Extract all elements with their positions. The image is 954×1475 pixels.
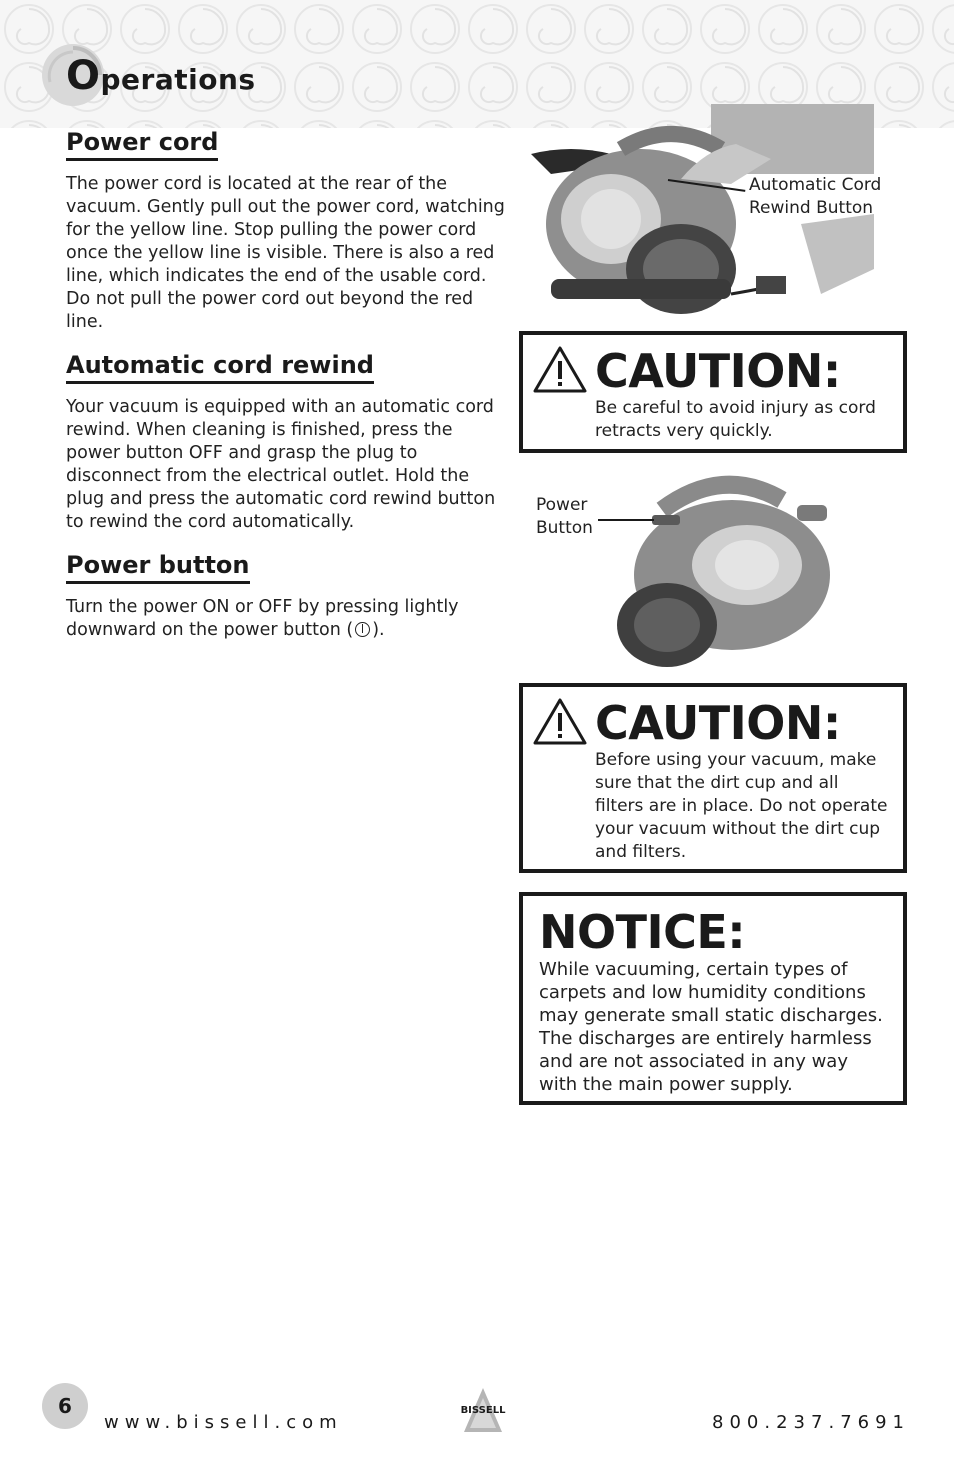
heading-power-cord: Power cord	[66, 128, 218, 161]
heading-power-button: Power button	[66, 551, 250, 584]
heading-automatic-cord-rewind: Automatic cord rewind	[66, 351, 374, 384]
warning-triangle-icon	[533, 345, 587, 393]
caution-title: CAUTION:	[595, 696, 841, 750]
vacuum-power-button-photo	[612, 475, 832, 670]
notice-box-static	[519, 892, 907, 1105]
warning-triangle-icon	[533, 697, 587, 745]
brand-name: BISSELL	[460, 1405, 506, 1416]
power-leader-line	[598, 519, 654, 521]
caution-box-cord-retract	[519, 331, 907, 453]
power-symbol-icon	[355, 622, 370, 637]
power-button-callout: Power Button	[536, 495, 593, 538]
page-number: 6	[42, 1383, 88, 1429]
notice-title: NOTICE:	[539, 905, 746, 959]
power-cord-text: The power cord is located at the rear of the vacuum. Gently pull out the power cord, watching for the yellow line. Stop pulling the power cord once the yellow line is visible. There is also a red line, which indicates the end of the usable cord. Do not pull the power cord out beyond the red line.	[66, 174, 505, 332]
automatic-cord-rewind-text: Your vacuum is equipped with an automatic cord rewind. When cleaning is finished, press the power button OFF and grasp the plug to disconnect from the electrical outlet. Hold the plug and press the automatic cord rewind button to rewind the cord automatically.	[66, 397, 496, 532]
rewind-button-callout: Automatic Cord Rewind Button	[749, 175, 882, 218]
bissell-logo	[452, 1388, 514, 1432]
caution-box-dirt-cup	[519, 683, 907, 873]
footer-website: www.bissell.com	[104, 1412, 343, 1433]
power-button-text: Turn the power ON or OFF by pressing lightly downward on the power button ( ).	[66, 597, 459, 640]
caution-title: CAUTION:	[595, 344, 841, 398]
footer-phone: 800.237.7691	[712, 1412, 910, 1433]
page-title: Operations	[66, 53, 256, 99]
caution-text: Be careful to avoid injury as cord retracts very quickly.	[595, 398, 876, 441]
notice-text: While vacuuming, certain types of carpets and low humidity conditions may generate small static discharges. The discharges are entirely harmless and are not associated in any way with the main power supply.	[539, 959, 883, 1095]
caution-text: Before using your vacuum, make sure that the dirt cup and all filters are in place. Do not operate your vacuum without the dirt cup and filters.	[595, 750, 888, 862]
